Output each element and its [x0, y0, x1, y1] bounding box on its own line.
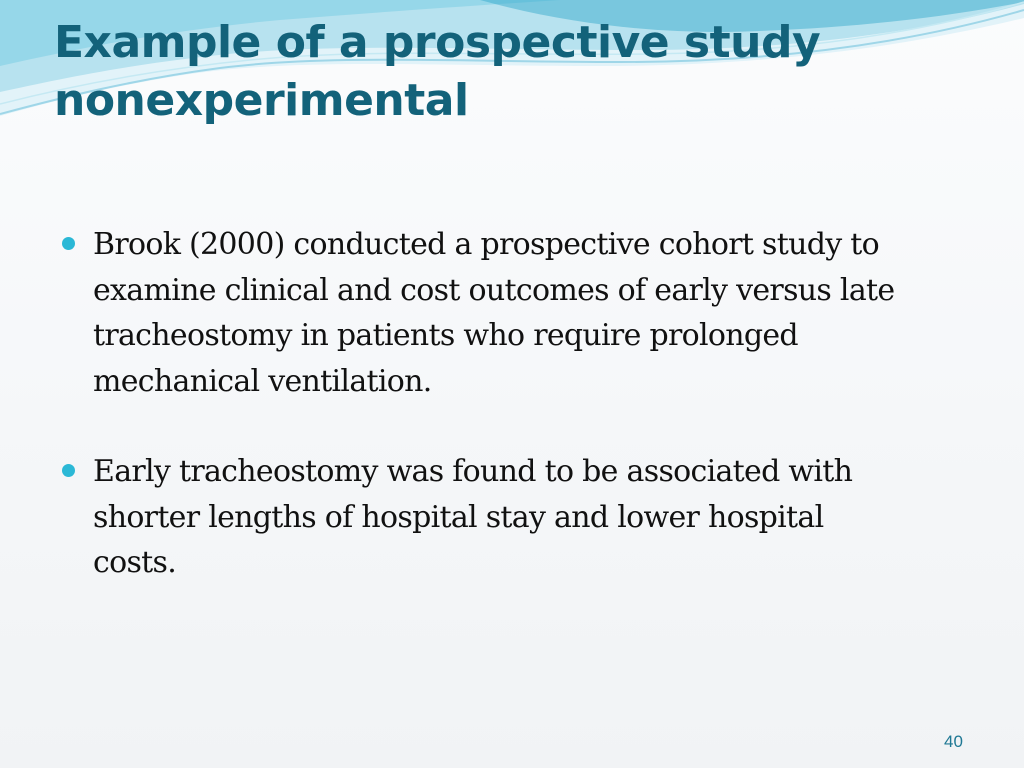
bullet-text — [93, 222, 962, 404]
bullet-text — [93, 449, 962, 586]
bullet-dot-icon — [62, 464, 75, 477]
bullet-item — [62, 222, 962, 404]
bullet-line: tracheostomy in patients who require prolonged — [93, 318, 798, 353]
bullet-line: costs. — [93, 545, 177, 580]
bullet-line: mechanical ventilation. — [93, 363, 432, 399]
bullet-line: shorter lengths of hospital stay and lower hospital — [93, 499, 824, 535]
bullet-list — [62, 222, 962, 631]
bullet-line: examine clinical and cost outcomes of early versus late — [93, 272, 895, 308]
bullet-line: Early tracheostomy was found to be associated with — [93, 454, 853, 489]
bullet-line: Brook (2000) conducted a prospective cohort study to — [93, 227, 880, 262]
slide-title — [54, 14, 954, 130]
title-line: nonexperimental — [54, 75, 469, 126]
page-number: 40 — [944, 732, 963, 751]
bullet-item — [62, 449, 962, 586]
title-line: Example of a prospective study — [54, 17, 821, 68]
bullet-dot-icon — [62, 237, 75, 250]
